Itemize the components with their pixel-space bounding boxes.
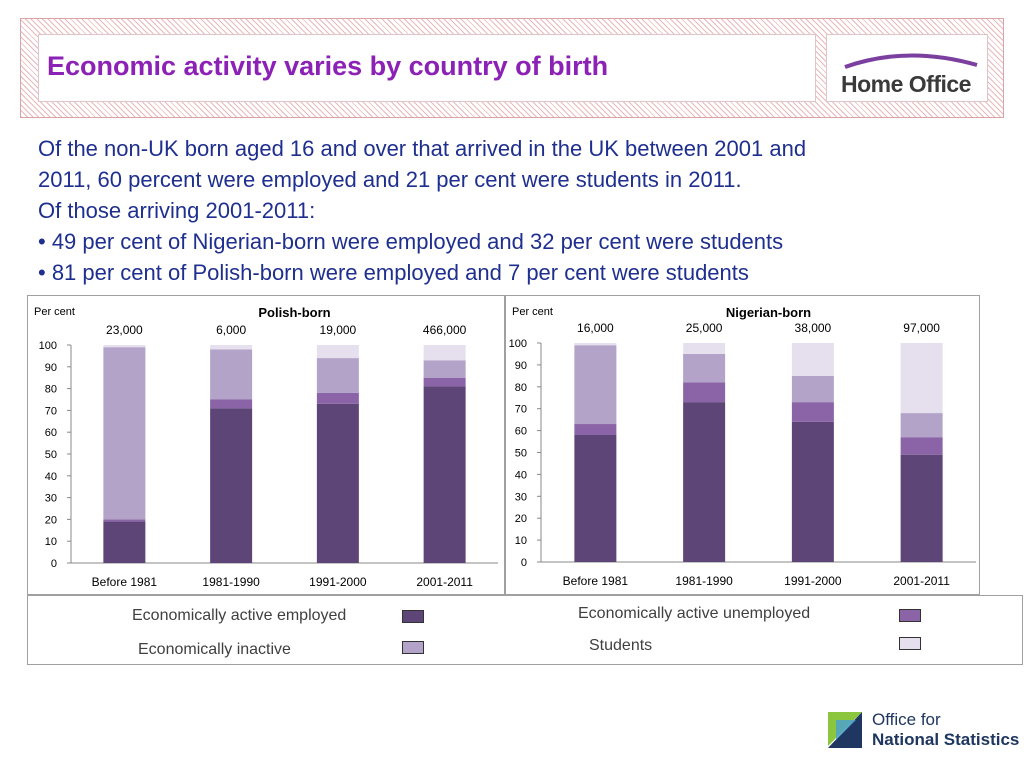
bar-total-label: 16,000 xyxy=(577,321,614,335)
bar-total-label: 19,000 xyxy=(319,323,357,337)
ons-line-1: Office for xyxy=(872,710,941,729)
page-title: Economic activity varies by country of birth xyxy=(47,51,609,81)
bar-segment-economically-active-unemployed xyxy=(317,393,359,404)
bar-segment-economically-active-employed xyxy=(424,386,466,563)
y-axis-label: Per cent xyxy=(512,306,553,318)
bar-segment-economically-active-unemployed xyxy=(901,437,943,455)
bar-segment-economically-active-unemployed xyxy=(103,519,145,521)
intro-bullet-nigerian: • 49 per cent of Nigerian-born were employed and 32 per cent were students xyxy=(38,229,784,254)
bar-segment-economically-active-employed xyxy=(901,455,943,562)
bar-segment-economically-active-employed xyxy=(792,422,834,562)
bar-segment-students xyxy=(901,343,943,413)
ons-logo-text xyxy=(872,710,1019,750)
intro-text xyxy=(38,133,998,288)
y-tick-label: 90 xyxy=(44,361,57,374)
y-tick-label: 10 xyxy=(44,536,57,549)
bar-segment-students xyxy=(683,343,725,354)
home-office-logo-text: Home Office xyxy=(841,71,971,97)
x-tick-label: 2001-2011 xyxy=(416,575,473,589)
y-tick-label: 30 xyxy=(514,491,527,504)
home-office-logo xyxy=(826,34,988,102)
bar-segment-students xyxy=(210,345,252,349)
y-tick-label: 80 xyxy=(514,381,527,394)
bar-segment-economically-active-unemployed xyxy=(683,382,725,402)
ons-line-2: National Statistics xyxy=(872,730,1020,749)
bar-total-label: 25,000 xyxy=(685,321,723,335)
x-tick-label: 1981-1990 xyxy=(675,574,733,588)
chart-title: Nigerian-born xyxy=(725,305,812,320)
y-tick-label: 10 xyxy=(514,535,527,548)
bar-total-label: 23,000 xyxy=(106,323,143,337)
x-tick-label: Before 1981 xyxy=(91,575,158,589)
bar-segment-economically-inactive xyxy=(574,345,616,424)
y-tick-label: 40 xyxy=(514,469,527,482)
y-tick-label: 20 xyxy=(44,514,57,527)
bar-segment-students xyxy=(792,343,834,376)
bar-segment-economically-active-employed xyxy=(210,408,252,563)
y-tick-label: 40 xyxy=(44,470,57,483)
legend-swatch-students xyxy=(899,637,921,650)
bar-total-label: 97,000 xyxy=(903,321,940,335)
y-tick-label: 70 xyxy=(44,405,57,418)
bar-segment-economically-active-employed xyxy=(317,404,359,563)
x-tick-label: 1991-2000 xyxy=(784,574,842,588)
nigerian-born-chart xyxy=(505,295,980,595)
bar-segment-students xyxy=(103,345,145,347)
y-tick-label: 70 xyxy=(514,403,527,416)
bar-segment-economically-active-unemployed xyxy=(424,378,466,387)
x-tick-label: 2001-2011 xyxy=(893,574,950,588)
bar-segment-economically-active-employed xyxy=(574,435,616,562)
legend-label-unemployed: Economically active unemployed xyxy=(578,605,811,622)
legend-swatch-employed xyxy=(402,610,424,623)
bar-segment-economically-inactive xyxy=(317,358,359,393)
intro-bullet-polish: • 81 per cent of Polish-born were employed and 7 per cent were students xyxy=(38,260,749,285)
legend-swatch-unemployed xyxy=(899,609,921,622)
bar-segment-economically-active-employed xyxy=(683,402,725,562)
title-box xyxy=(38,34,816,102)
bar-total-label: 466,000 xyxy=(422,323,467,337)
legend-swatch-inactive xyxy=(402,641,424,654)
legend-label-inactive: Economically inactive xyxy=(138,641,291,658)
intro-line-3: Of those arriving 2001-2011: xyxy=(38,198,316,223)
x-tick-label: 1991-2000 xyxy=(309,575,367,589)
y-tick-label: 90 xyxy=(514,359,527,372)
y-tick-label: 30 xyxy=(44,492,57,505)
ons-logo-icon xyxy=(826,710,866,750)
bar-segment-economically-inactive xyxy=(901,413,943,437)
y-tick-label: 80 xyxy=(44,383,57,396)
ons-logo xyxy=(826,708,1020,752)
intro-line-1: Of the non-UK born aged 16 and over that arrived in the UK between 2001 and xyxy=(38,136,807,161)
bar-total-label: 38,000 xyxy=(794,321,832,335)
y-tick-label: 0 xyxy=(50,558,57,570)
bar-segment-economically-inactive xyxy=(424,360,466,377)
bar-total-label: 6,000 xyxy=(216,323,247,337)
y-tick-label: 50 xyxy=(514,447,527,460)
bar-segment-economically-active-unemployed xyxy=(210,400,252,409)
bar-segment-students xyxy=(574,343,616,345)
chart-title: Polish-born xyxy=(258,305,331,320)
polish-born-chart xyxy=(27,295,505,595)
chart-legend xyxy=(27,595,1023,665)
intro-line-2: 2011, 60 percent were employed and 21 per cent were students in 2011. xyxy=(38,167,742,192)
bar-segment-economically-inactive xyxy=(792,376,834,402)
x-tick-label: Before 1981 xyxy=(562,574,629,588)
legend-label-students: Students xyxy=(589,637,653,654)
bar-segment-economically-inactive xyxy=(683,354,725,382)
y-tick-label: 60 xyxy=(514,425,527,438)
bar-segment-economically-active-employed xyxy=(103,522,145,563)
bar-segment-students xyxy=(424,345,466,360)
bar-segment-economically-active-unemployed xyxy=(792,402,834,422)
legend-label-employed: Economically active employed xyxy=(132,607,347,624)
bar-segment-economically-inactive xyxy=(103,347,145,519)
bar-segment-economically-inactive xyxy=(210,349,252,399)
chart-svg xyxy=(28,296,506,596)
y-tick-label: 20 xyxy=(514,513,527,526)
bar-segment-economically-active-unemployed xyxy=(574,424,616,435)
y-tick-label: 0 xyxy=(520,557,527,569)
y-tick-label: 100 xyxy=(38,340,57,352)
y-tick-label: 60 xyxy=(44,427,57,440)
bar-segment-students xyxy=(317,345,359,358)
y-tick-label: 50 xyxy=(44,449,57,461)
y-axis-label: Per cent xyxy=(34,306,75,318)
chart-svg xyxy=(506,296,981,596)
x-tick-label: 1981-1990 xyxy=(202,575,260,589)
y-tick-label: 100 xyxy=(508,338,527,350)
